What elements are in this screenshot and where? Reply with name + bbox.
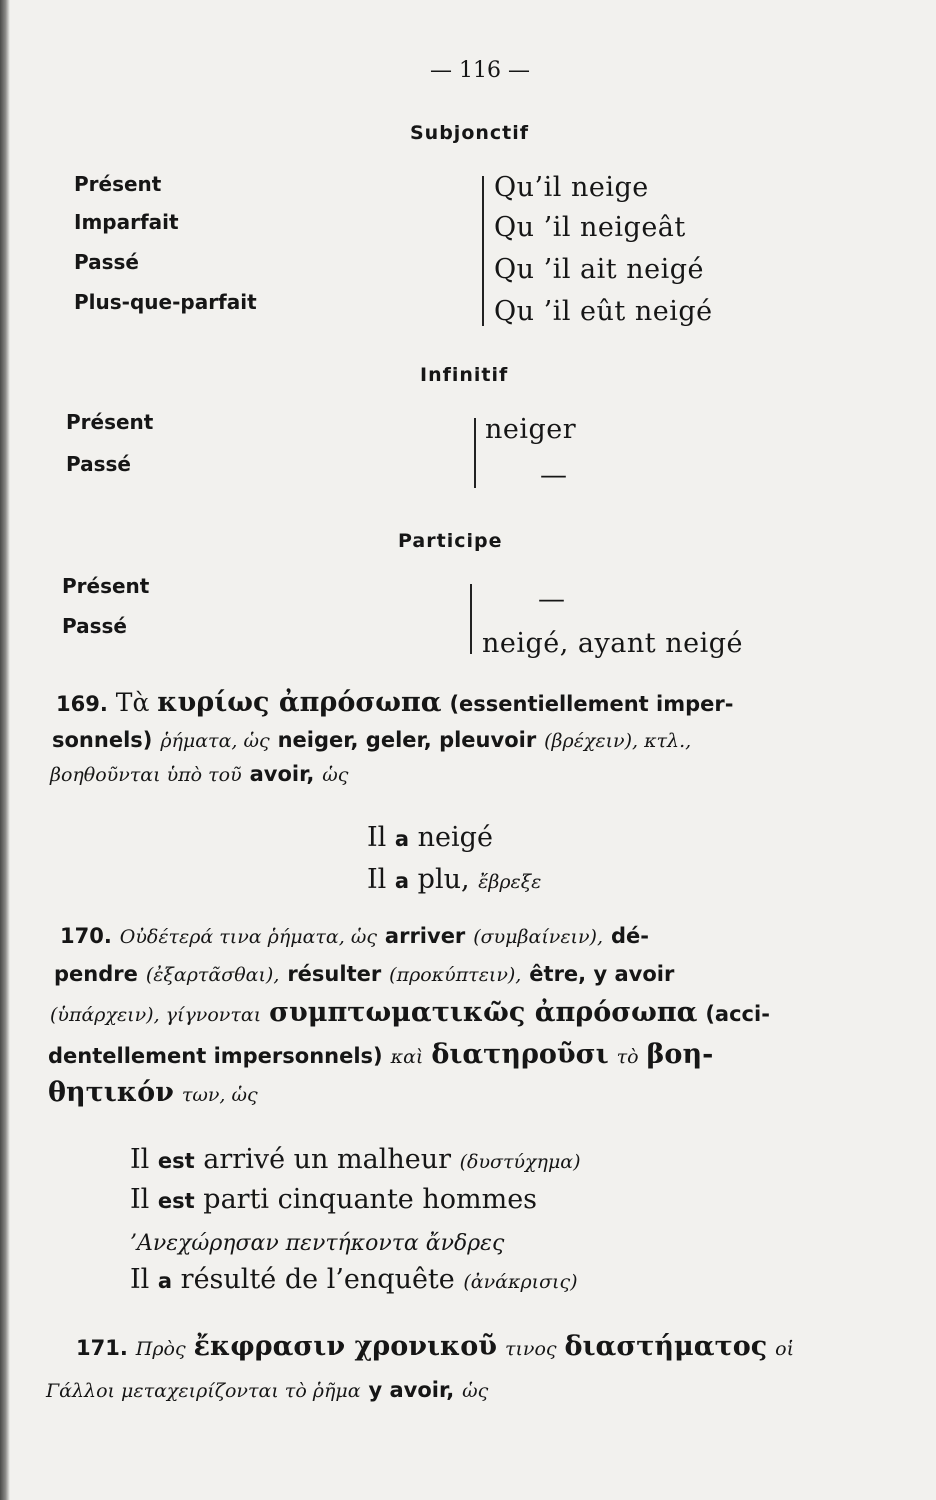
participe-form-passe: neigé, ayant neigé: [482, 628, 743, 659]
infinitif-heading: Infinitif: [420, 364, 509, 386]
p171-line-1: 171. Πρὸς ἔκφρασιν χρονικοῦ τινος διαστήματος οἱ: [76, 1331, 795, 1362]
infinitif-label-present: Présent: [66, 410, 154, 434]
p170-line-5: θητικόν των, ὡς: [48, 1077, 258, 1108]
p170-example-3: ’Ανεχώρησαν πεντήκοντα ἄνδρες: [130, 1231, 505, 1256]
p170-line-2: pendre (ἐξαρτᾶσθαι), résulter (προκύπτειν), être, y avoir: [54, 962, 675, 986]
subjonctif-heading: Subjonctif: [410, 122, 530, 144]
subjonctif-form-plus-que-parfait: Qu ’il eût neigé: [494, 296, 713, 327]
p169-number: 169.: [56, 692, 108, 716]
infinitif-form-present: neiger: [485, 414, 577, 445]
infinitif-divider: [474, 418, 476, 488]
p169-example-2: Il a plu, ἔβρεξε: [367, 864, 542, 895]
infinitif-label-passe: Passé: [66, 452, 131, 476]
p170-example-4: Il a résulté de l’enquête (ἀνάκρισις): [130, 1264, 578, 1295]
subjonctif-form-present: Qu’il neige: [494, 172, 649, 203]
p169-line-3: βοηθοῦνται ὑπὸ τοῦ avoir, ὡς: [50, 762, 349, 786]
p170-example-1: Il est arrivé un malheur (δυστύχημα): [130, 1144, 581, 1175]
participe-divider: [470, 584, 472, 654]
participe-form-present: —: [538, 584, 566, 615]
p171-number: 171.: [76, 1336, 128, 1360]
page-number: — 116 —: [430, 58, 530, 83]
page-edge-shadow: [0, 0, 10, 1500]
subjonctif-form-imparfait: Qu ’il neigeât: [494, 212, 686, 243]
infinitif-form-passe: —: [540, 460, 568, 491]
subjonctif-label-imparfait: Imparfait: [74, 210, 179, 234]
p169-example-1: Il a neigé: [367, 822, 493, 853]
subjonctif-label-present: Présent: [74, 172, 162, 196]
participe-heading: Participe: [398, 530, 503, 552]
subjonctif-label-plus-que-parfait: Plus-que-parfait: [74, 290, 257, 314]
p171-line-2: Γάλλοι μεταχειρίζονται τὸ ῥῆμα y avoir, ὡς: [46, 1378, 489, 1402]
subjonctif-divider: [482, 176, 484, 326]
p169-line-2: sonnels) ῥήματα, ὡς neiger, geler, pleuvoir (βρέχειν), κτλ.,: [52, 728, 692, 752]
p170-line-1: 170. Οὐδέτερά τινα ῥήματα, ὡς arriver (συμβαίνειν), dé-: [60, 924, 649, 948]
p170-line-4: dentellement impersonnels) καὶ διατηροῦσι τὸ βοη-: [48, 1039, 714, 1070]
participe-label-present: Présent: [62, 574, 150, 598]
p170-line-3: (ὑπάρχειν), γίγνονται συμπτωματικῶς ἀπρόσωπα (acci-: [50, 997, 770, 1028]
p169-line-1: 169. Τὰ κυρίως ἀπρόσωπα (essentiellement imper-: [56, 687, 734, 718]
p170-example-2: Il est parti cinquante hommes: [130, 1184, 538, 1215]
p170-number: 170.: [60, 924, 112, 948]
subjonctif-form-passe: Qu ’il ait neigé: [494, 254, 704, 285]
participe-label-passe: Passé: [62, 614, 127, 638]
subjonctif-label-passe: Passé: [74, 250, 139, 274]
